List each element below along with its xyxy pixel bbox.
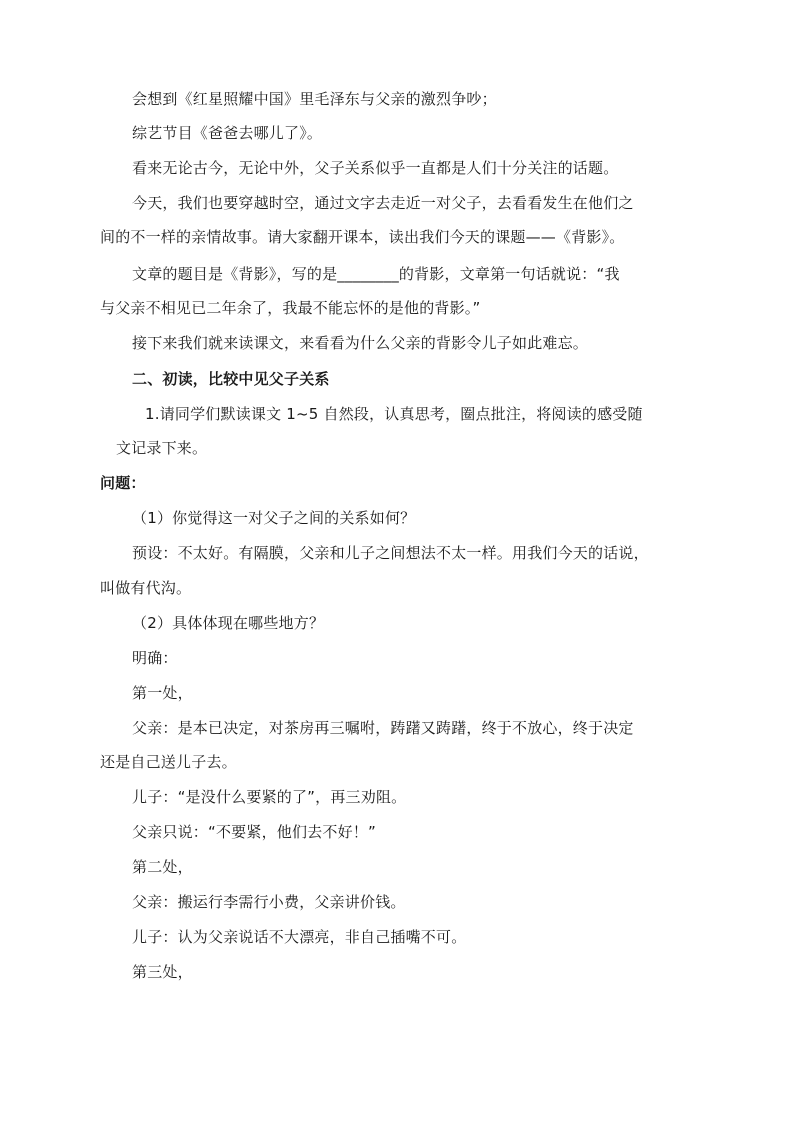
paragraph-line-22: 父亲只说：“不要紧，他们去不好！” [132, 823, 376, 841]
paragraph-line-2: 综艺节目《爸爸去哪儿了》。 [132, 124, 323, 142]
paragraph-line-8: 接下来我们就来读课文，来看看为什么父亲的背影令儿子如此难忘。 [132, 334, 589, 352]
paragraph-line-6: 文章的题目是《背影》，写的是________的背影，文章第一句话就说：“我 [132, 265, 620, 283]
paragraph-line-18: 第一处， [132, 684, 193, 702]
paragraph-line-7: 与父亲不相见已二年余了，我最不能忘怀的是他的背影。” [100, 299, 481, 317]
paragraph-line-17: 明确： [132, 649, 178, 667]
paragraph-line-3: 看来无论古今，无论中外，父子关系似乎一直都是人们十分关注的话题。 [132, 159, 619, 177]
paragraph-line-1: 会想到《红星照耀中国》里毛泽东与父亲的激烈争吵； [132, 90, 497, 108]
paragraph-line-15: 叫做有代沟。 [100, 579, 192, 597]
section-heading: 二、初读，比较中见父子关系 [132, 370, 330, 388]
paragraph-line-25: 儿子：认为父亲说话不大漂亮，非自己插嘴不可。 [132, 928, 467, 946]
paragraph-line-21: 儿子：“是没什么要紧的了”，再三劝阻。 [132, 788, 407, 806]
paragraph-line-26: 第三处， [132, 963, 193, 981]
paragraph-line-20: 还是自己送儿子去。 [100, 753, 237, 771]
question-label: 问题： [100, 474, 146, 492]
paragraph-line-19: 父亲：是本已决定，对茶房再三嘱咐，踌躇又踌躇，终于不放心，终于决定 [132, 719, 634, 737]
question-1: （1）你觉得这一对父子之间的关系如何？ [132, 509, 416, 527]
paragraph-line-4: 今天，我们也要穿越时空，通过文字去走近一对父子，去看看发生在他们之 [132, 194, 634, 212]
paragraph-line-14: 预设：不太好。有隔膜，父亲和儿子之间想法不太一样。用我们今天的话说， [132, 544, 649, 562]
paragraph-line-24: 父亲：搬运行李需行小费，父亲讲价钱。 [132, 893, 406, 911]
paragraph-line-5: 间的不一样的亲情故事。请大家翻开课本，读出我们今天的课题——《背影》。 [100, 228, 625, 246]
question-2: （2）具体体现在哪些地方？ [132, 614, 325, 632]
paragraph-line-23: 第二处， [132, 858, 193, 876]
paragraph-line-10: 1.请同学们默读课文 1~5 自然段，认真思考，圈点批注，将阅读的感受随 [145, 405, 643, 423]
paragraph-line-11: 文记录下来。 [116, 439, 208, 457]
